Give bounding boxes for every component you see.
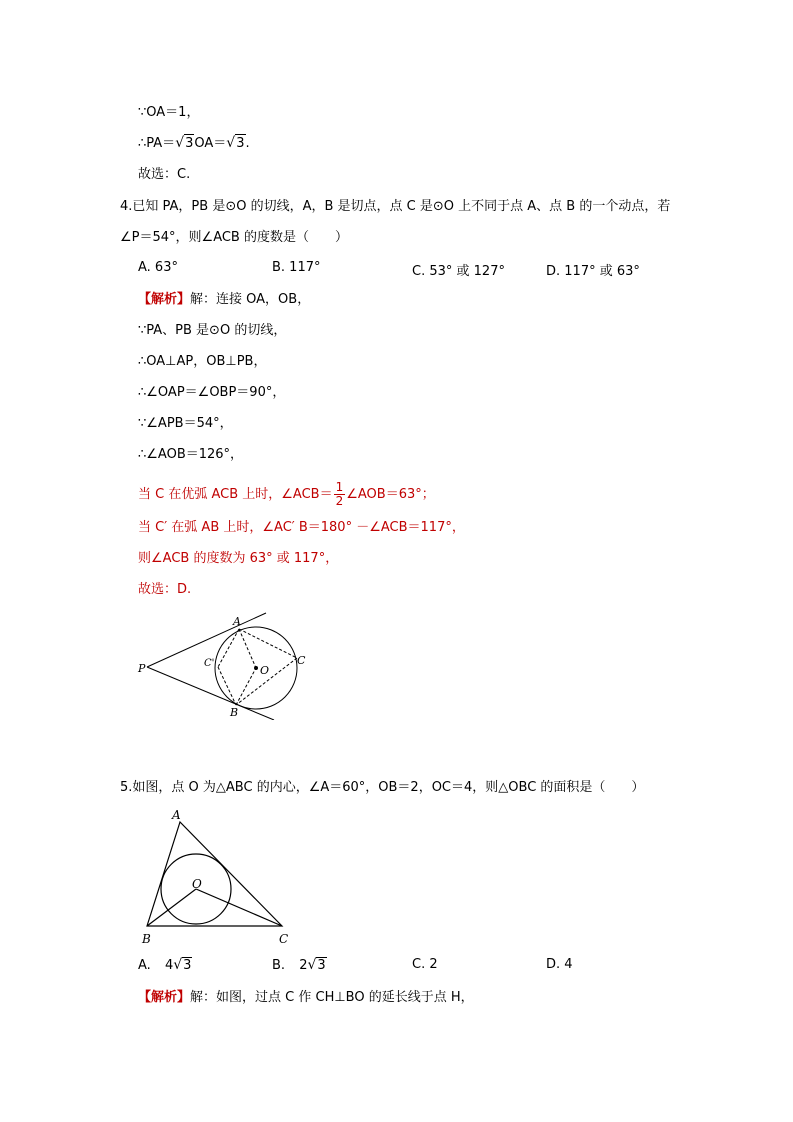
center-dot (254, 666, 258, 670)
q4-red-line3: 则∠ACB 的度数为 63° 或 117°， (138, 551, 339, 566)
q5-option-c: C. 2 (412, 957, 438, 972)
q4-step-1: ∵PA、PB 是⊙O 的切线， (138, 323, 287, 338)
fraction-numerator: 1 (335, 480, 344, 494)
sqrt-3-second: √3 (226, 135, 245, 151)
dashed-ac2 (218, 629, 239, 667)
prev-line2-suffix: . (245, 136, 250, 151)
label-c: C (279, 932, 289, 946)
dashed-oa (239, 629, 256, 668)
label-c-prime: C' (204, 658, 215, 669)
q4-option-c: C. 53° 或 127° (412, 264, 505, 279)
q4-step-2: ∴OA⊥AP，OB⊥PB， (138, 354, 267, 369)
q4-stem-line2: ∠P＝54°，则∠ACB 的度数是（ ） (120, 230, 348, 245)
radicand: 3 (317, 958, 326, 973)
fraction-denominator: 2 (335, 494, 344, 508)
sqrt-3: √3 (307, 957, 326, 973)
prev-line2-mid: OA＝ (194, 136, 227, 151)
q4-option-b: B. 117° (272, 260, 321, 275)
q5-stem: 5.如图，点 O 为△ABC 的内心，∠A＝60°，OB＝2，OC＝4，则△OBC 的面积是（ ） (120, 780, 645, 795)
radicand: 3 (236, 136, 245, 151)
analysis-tag: 【解析】 (138, 990, 191, 1005)
option-coefficient: 2 (299, 958, 308, 973)
analysis-tag: 【解析】 (138, 292, 191, 307)
radicand: 3 (183, 958, 192, 973)
fraction-one-half (334, 481, 346, 508)
analysis-text: 解：连接 OA，OB， (190, 292, 311, 307)
prev-solution-line1: ∵OA＝1， (138, 105, 200, 120)
red-line1-suffix: ∠AOB＝63°； (346, 487, 435, 502)
q4-analysis-first (138, 291, 310, 309)
q4-stem-line1: 4.已知 PA，PB 是⊙O 的切线，A，B 是切点，点 C 是⊙O 上不同于点 A、点 B 的一个动点，若 (120, 199, 671, 214)
label-a: A (172, 808, 181, 822)
label-b: B (230, 706, 239, 719)
tangent-pb (147, 667, 274, 720)
q4-step-4: ∵∠APB＝54°， (138, 416, 233, 431)
analysis-text: 解：如图，过点 C 作 CH⊥BO 的延长线于点 H， (190, 990, 474, 1005)
q4-step-3: ∴∠OAP＝∠OBP＝90°， (138, 385, 286, 400)
sqrt-3: √3 (173, 957, 192, 973)
segment-ob (147, 889, 196, 926)
label-o: O (192, 877, 202, 891)
prev-solution-line2 (138, 134, 250, 153)
segment-oc (196, 889, 282, 926)
option-letter: A. (138, 958, 151, 973)
q4-red-line2: 当 C′ 在弧 AB 上时，∠AC′ B＝180° －∠ACB＝117°， (138, 520, 465, 535)
label-p: P (138, 662, 146, 675)
q4-red-line4: 故选：D. (138, 582, 192, 597)
prev-solution-answer: 故选：C. (138, 167, 191, 182)
dashed-bc2 (218, 667, 236, 705)
q4-option-d: D. 117° 或 63° (546, 264, 640, 279)
sqrt-3-first: √3 (175, 135, 194, 151)
option-letter: B. (272, 958, 286, 973)
q5-option-d: D. 4 (546, 957, 573, 972)
dashed-ob (236, 668, 256, 705)
q4-step-5: ∴∠AOB＝126°， (138, 447, 244, 462)
q5-triangle-figure (136, 802, 306, 950)
label-c: C (297, 654, 306, 667)
option-coefficient: 4 (164, 958, 174, 973)
label-b: B (142, 932, 151, 946)
q5-option-b (272, 957, 327, 973)
red-line1-prefix: 当 C 在优弧 ACB 上时，∠ACB＝ (138, 487, 333, 502)
q5-option-a (138, 957, 192, 973)
q4-red-line1 (138, 481, 435, 508)
radicand: 3 (185, 136, 194, 151)
q4-option-a: A. 63° (138, 260, 178, 275)
prev-line2-prefix: ∴PA＝ (138, 136, 176, 151)
label-o: O (260, 664, 270, 677)
q4-tangent-figure (130, 608, 350, 720)
label-a: A (233, 615, 241, 628)
q5-analysis (138, 989, 474, 1007)
